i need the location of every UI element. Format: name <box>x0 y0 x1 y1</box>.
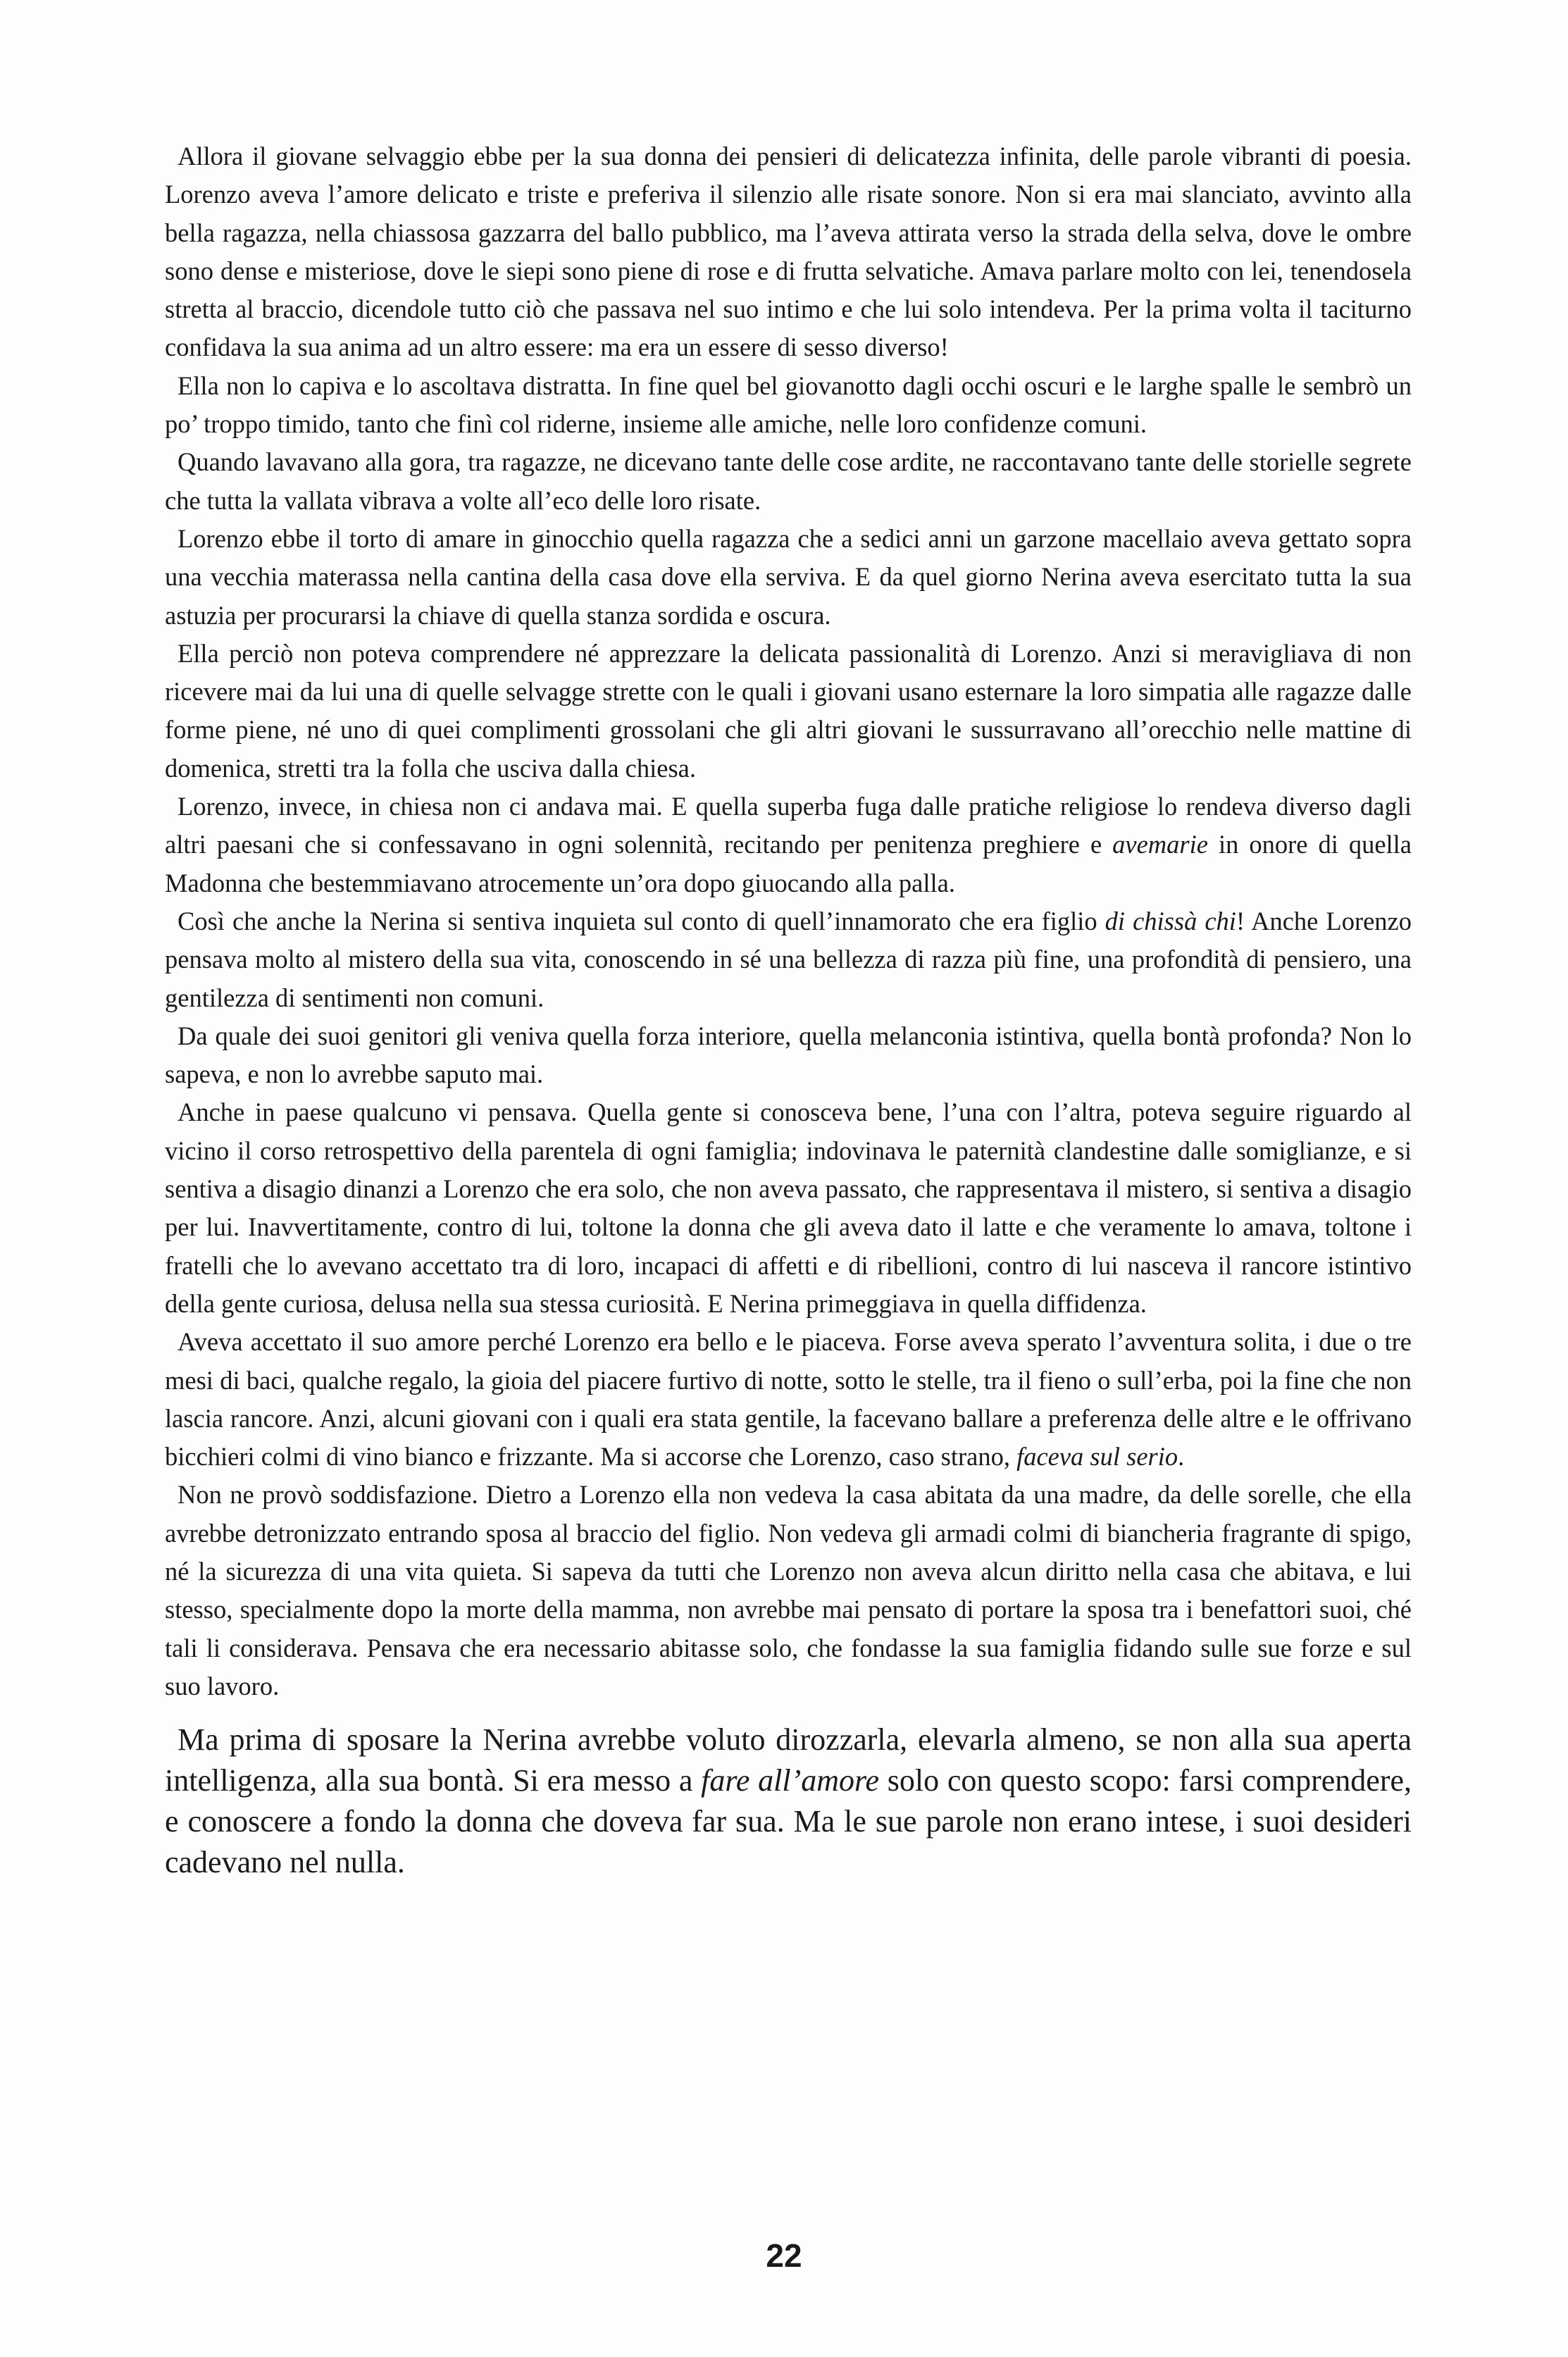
paragraph <box>165 1323 1412 1476</box>
paragraph-text: . <box>1178 1442 1185 1472</box>
paragraph: Da quale dei suoi genitori gli veniva quella forza interiore, quella melanconia istintiva, quella bontà profonda? Non lo sapeva, e non lo avrebbe saputo mai. <box>165 1021 1412 1089</box>
paragraph: Ella non lo capiva e lo ascoltava distratta. In fine quel bel giovanotto dagli occhi oscuri e le larghe spalle le sembrò un po’ troppo timido, tanto che finì col riderne, insieme alle amiche, nelle loro confidenze comuni. <box>165 371 1412 439</box>
paragraph: Ella perciò non poteva comprendere né apprezzare la delicata passionalità di Lorenzo. Anzi si meravigliava di non ricevere mai da lui una di quelle selvagge strette con le quali i giovani usano esternare la loro simpatia alle ragazze dalle forme piene, né uno di quei complimenti grossolani che gli altri giovani le sussurravano all’orecchio nelle mattine di domenica, stretti tra la folla che usciva dalla chiesa. <box>165 638 1412 783</box>
paragraph-text: Aveva accettato il suo amore perché Lorenzo era bello e le piaceva. Forse aveva sperato l’avventura solita, i due o tre mesi di baci, qualche regalo, la gioia del piacere furtivo di notte, sotto le stelle, tra il fieno o sull’erba, poi la fine che non lascia rancore. Anzi, alcuni giovani con i quali era stata gentile, la facevano ballare a preferenza delle altre e le offrivano bicchieri colmi di vino bianco e frizzante. Ma si accorse che Lorenzo, caso strano, <box>165 1327 1412 1472</box>
body-text <box>165 137 1412 1883</box>
paragraph-text: solo con questo scopo: farsi comprendere, e conoscere a fondo la donna che doveva far sua. Ma le sue parole non erano intese, i suoi desideri cadevano nel nulla. <box>165 1763 1412 1880</box>
paragraph-text: Lorenzo, invece, in chiesa non ci andava mai. E quella superba fuga dalle pratiche religiose lo rendeva diverso dagli altri paesani che si confessavano in ogni solennità, recitando per penitenza preghiere e <box>165 792 1412 859</box>
paragraph-text: Così che anche la Nerina si sentiva inquieta sul conto di quell’innamorato che era figlio <box>178 906 1105 935</box>
italic-text: fare all’amore <box>701 1763 880 1798</box>
paragraph: Quando lavavano alla gora, tra ragazze, ne dicevano tante delle cose ardite, ne raccontavano tante delle storielle segrete che tutta la vallata vibrava a volte all’eco delle loro risate. <box>165 447 1412 515</box>
page-number: 22 <box>766 2237 802 2274</box>
paragraph-text: ! Anche Lorenzo pensava molto al mistero della sua vita, conoscendo in sé una bellezza di razza più fine, una profondità di pensiero, una gentilezza di sentimenti non comuni. <box>165 906 1412 1012</box>
paragraph: Allora il giovane selvaggio ebbe per la sua donna dei pensieri di delicatezza infinita, delle parole vibranti di poesia. Lorenzo aveva l’amore delicato e triste e preferiva il silenzio alle risate sonore. Non si era mai slanciato, avvinto alla bella ragazza, nella chiassosa gazzarra del ballo pubblico, ma l’aveva attirata verso la strada della selva, dove le ombre sono dense e misteriose, dove le siepi sono piene di rose e di frutta selvatiche. Amava parlare molto con lei, tenendosela stretta al braccio, dicendole tutto ciò che passava nel suo intimo e che lui solo intendeva. Per la prima volta il taciturno confidava la sua anima ad un altro essere: ma era un essere di sesso diverso! <box>165 142 1412 362</box>
paragraph: Lorenzo ebbe il torto di amare in ginocchio quella ragazza che a sedici anni un garzone macellaio aveva gettato sopra una vecchia materassa nella cantina della casa dove ella serviva. E da quel giorno Nerina aveva esercitato tutta la sua astuzia per procurarsi la chiave di quella stanza sordida e oscura. <box>165 523 1412 630</box>
final-paragraph <box>165 1719 1412 1883</box>
paragraph-text: Ma prima di sposare la Nerina avrebbe voluto dirozzarla, elevarla almeno, se non alla sua aperta intelligenza, alla sua bontà. Si era messo a <box>165 1722 1412 1798</box>
italic-text: faceva sul serio <box>1016 1442 1178 1472</box>
italic-text: di chissà chi <box>1105 906 1236 935</box>
paragraph <box>165 902 1412 1017</box>
italic-text: avemarie <box>1112 830 1208 859</box>
paragraph: Non ne provò soddisfazione. Dietro a Lorenzo ella non vedeva la casa abitata da una madre, da delle sorelle, che ella avrebbe detronizzato entrando sposa al braccio del figlio. Non vedeva gli armadi colmi di biancheria fragrante di spigo, né la sicurezza di una vita quieta. Si sapeva da tutti che Lorenzo non aveva alcun diritto nella casa che abitava, e lui stesso, specialmente dopo la morte della mamma, non avrebbe mai pensato di portare la sposa tra i benefattori suoi, ché tali li considerava. Pensava che era necessario abitasse solo, che fondasse la sua famiglia fidando sulle sue forze e sul suo lavoro. <box>165 1480 1412 1700</box>
paragraph: Anche in paese qualcuno vi pensava. Quella gente si conosceva bene, l’una con l’altra, poteva seguire riguardo al vicino il corso retrospettivo della parentela di ogni famiglia; indovinava le paternità clandestine dalle somiglianze, e si sentiva a disagio dinanzi a Lorenzo che era solo, che non aveva passato, che rappresentava il mistero, si sentiva a disagio per lui. Inavvertitamente, contro di lui, toltone la donna che gli aveva dato il latte e che veramente lo amava, toltone i fratelli che lo avevano accettato tra di loro, incapaci di affetti e di ribellioni, contro di lui nasceva il rancore istintivo della gente curiosa, delusa nella sua stessa curiosità. E Nerina primeggiava in quella diffidenza. <box>165 1097 1412 1318</box>
paragraph <box>165 788 1412 902</box>
paragraph-text: in onore di quella Madonna che bestemmiavano atrocemente un’ora dopo giuocando alla palla. <box>165 830 1412 897</box>
